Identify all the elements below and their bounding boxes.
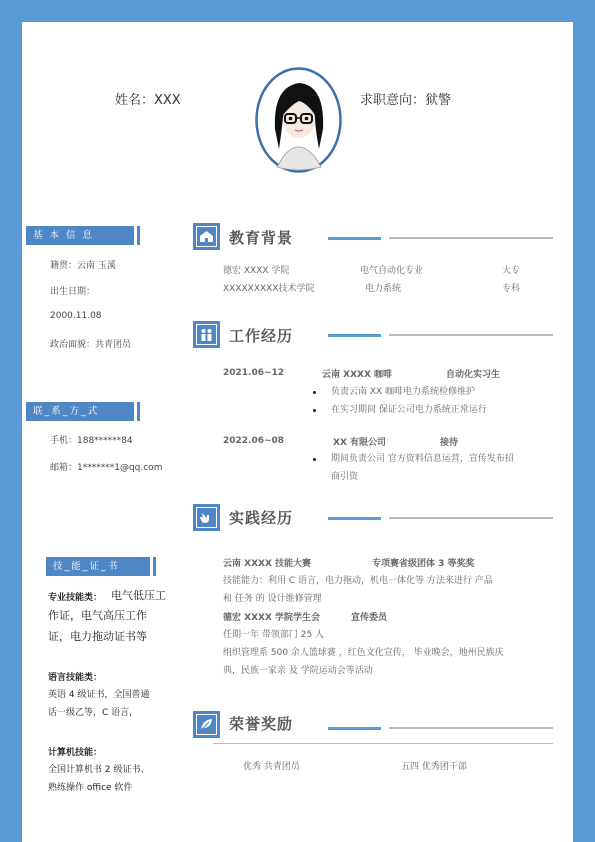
computer-skill-line-2: 熟练操作 office 软件 xyxy=(48,783,133,793)
edu-school-1: 德宏 XXXX 学院 xyxy=(223,266,290,276)
practice-1-award: 专项赛省级团体 3 等奖奖 xyxy=(372,559,475,569)
edu-degree-1: 大专 xyxy=(502,266,521,276)
pro-skill-line-1: 电气低压工 xyxy=(111,589,166,602)
practice-divider-line xyxy=(389,517,553,519)
heading-bar xyxy=(153,557,156,576)
practice-1-line-1: 技能能力：利用 C 语言，电力拖动，机电一体化等 方法来进行 产品 xyxy=(223,576,493,586)
work-divider-line xyxy=(389,334,553,336)
work-icon-frame xyxy=(196,324,217,345)
practice-accent-line xyxy=(328,517,381,520)
bullet xyxy=(313,409,316,412)
honors-bottom-line xyxy=(213,743,553,744)
honors-title: 荣誉奖励 xyxy=(229,715,294,733)
job-1-date: 2021.06~12 xyxy=(223,368,285,378)
education-icon-frame xyxy=(196,226,217,247)
school-icon xyxy=(199,230,214,243)
native-place: 籍贯：云南 玉溪 xyxy=(50,261,116,271)
pro-skill-line-2: 作证，电气高压工作 xyxy=(48,609,147,622)
job-1-company: 云南 XXXX 咖啡 xyxy=(322,370,393,380)
practice-2-line-2: 组织管理系 500 余人篮球赛 ，红色文化宣传， 毕业晚会，地州民族庆 xyxy=(223,648,504,658)
avatar xyxy=(255,67,342,173)
job-1-item-1: 负责云南 XX 咖啡电力系统检修维护 xyxy=(331,387,476,397)
honor-item-1: 优秀 共青团员 xyxy=(243,762,300,772)
lang-skill-line-1: 英语 4 级证书，全国普通 xyxy=(48,690,150,700)
heading-bar xyxy=(137,226,140,245)
education-accent-line xyxy=(328,237,381,240)
job-1-role: 自动化实习生 xyxy=(446,370,501,380)
practice-2-line-1: 任期一年 带领部门 25 人 xyxy=(223,630,325,640)
contact-heading-label: 联_系_方_式 xyxy=(33,406,100,417)
job-2-date: 2022.06~08 xyxy=(223,436,285,446)
edu-school-2: XXXXXXXXX技术学院 xyxy=(223,284,315,294)
heading-bar xyxy=(137,402,140,421)
practice-2-line-3: 典，民族一家亲 及 学院运动会等活动 xyxy=(223,666,373,676)
pro-skill-line-3: 证，电力拖动证书等 xyxy=(48,630,147,643)
lang-skill-label: 语言技能类： xyxy=(48,673,103,683)
hand-icon xyxy=(199,511,214,524)
contact-heading xyxy=(26,402,134,421)
political-status: 政治面貌：共青团员 xyxy=(50,340,132,350)
pro-skill-label: 专业技能类： xyxy=(48,593,103,603)
leaf-icon xyxy=(199,718,214,731)
practice-title: 实践经历 xyxy=(229,509,294,527)
job-2-role: 接待 xyxy=(440,438,459,448)
name-text: 姓名：XXX xyxy=(115,93,181,108)
birth-value: 2000.11.08 xyxy=(50,311,102,321)
bullet xyxy=(313,391,316,394)
job-2-item-2: 商引资 xyxy=(331,472,359,482)
edu-degree-2: 专科 xyxy=(502,284,521,294)
objective-text: 求职意向：狱警 xyxy=(360,93,452,108)
work-section-icon xyxy=(193,321,220,348)
phone-text: 手机：188******84 xyxy=(50,436,133,446)
job-2-company: XX 有限公司 xyxy=(333,438,387,448)
practice-section-icon xyxy=(193,504,220,531)
skills-heading-label: 技_能_证_书 xyxy=(53,561,120,572)
people-icon xyxy=(199,328,214,341)
honor-item-2: 五四 优秀团干部 xyxy=(401,762,467,772)
practice-2-role: 宣传委员 xyxy=(351,613,388,623)
education-section-icon xyxy=(193,223,220,250)
edu-major-1: 电气自动化专业 xyxy=(360,266,424,276)
job-1-item-2: 在实习期间 保证公司电力系统正常运行 xyxy=(331,405,487,415)
lang-skill-line-2: 话一级乙等，C 语言， xyxy=(48,708,139,718)
edu-major-2: 电力系统 xyxy=(365,284,402,294)
practice-1-event: 云南 XXXX 技能大赛 xyxy=(223,559,312,569)
basic-info-heading xyxy=(26,226,134,245)
education-title: 教育背景 xyxy=(229,229,294,247)
computer-skill-line-1: 全国计算机书 2 级证书、 xyxy=(48,765,150,775)
education-divider-line xyxy=(389,237,553,239)
practice-2-org: 德宏 XXXX 学院学生会 xyxy=(223,613,321,623)
practice-1-line-2: 和 任务 的 设计维修管理 xyxy=(223,594,322,604)
computer-skill-label: 计算机技能： xyxy=(48,748,103,758)
work-title: 工作经历 xyxy=(229,327,294,345)
honors-section-icon xyxy=(193,711,220,738)
honors-icon-frame xyxy=(196,714,217,735)
honors-divider-line xyxy=(389,727,553,729)
birth-label: 出生日期： xyxy=(50,287,96,297)
honors-accent-line xyxy=(328,727,381,730)
practice-icon-frame xyxy=(196,507,217,528)
email-text: 邮箱：1*******1@qq.com xyxy=(50,463,163,473)
job-2-item-1: 期间负责公司 官方资料信息运营，宣传发布招 xyxy=(331,454,514,464)
basic-info-heading-label: 基 本 信 息 xyxy=(33,230,95,241)
work-accent-line xyxy=(328,334,381,337)
bullet xyxy=(313,458,316,461)
skills-heading xyxy=(46,557,150,576)
